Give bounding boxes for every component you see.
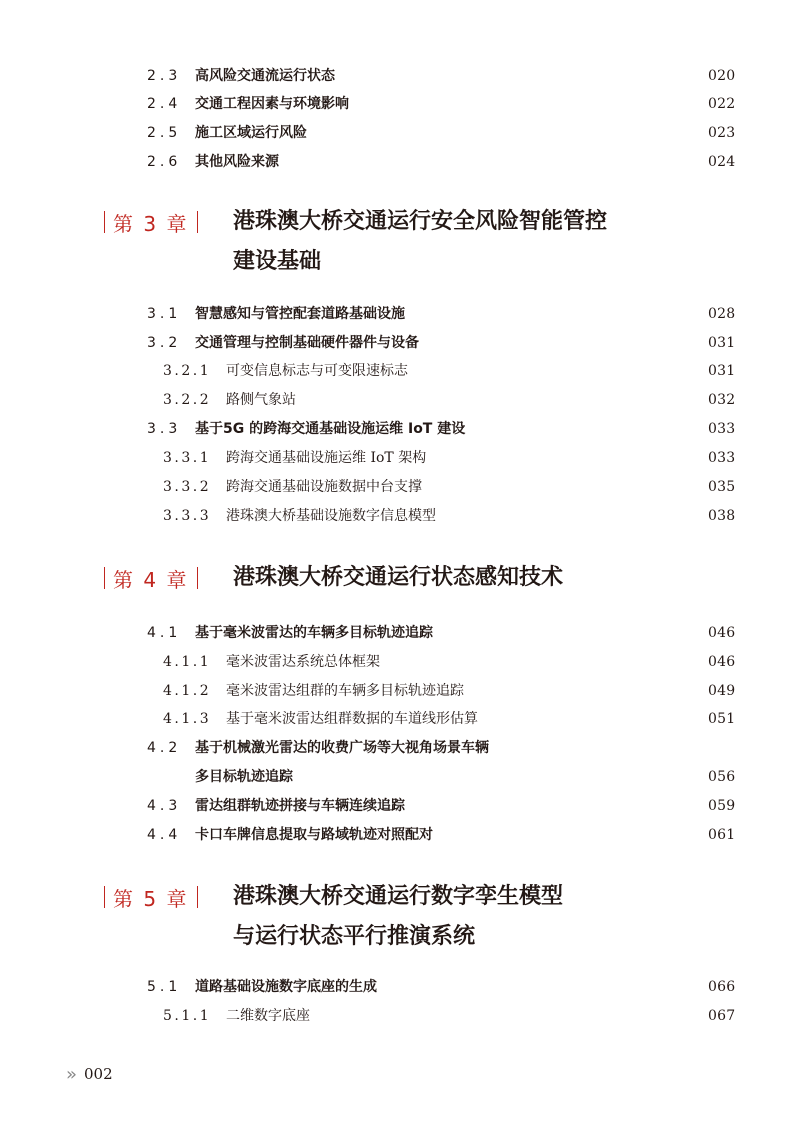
page-number: 002 (84, 1065, 113, 1083)
chapter-title-line: 建设基础 (233, 248, 322, 274)
dot-leader (381, 975, 705, 999)
chapter-bar-right (197, 211, 198, 233)
chapter-title-line: 与运行状态平行推演系统 (233, 923, 476, 949)
toc-entry-title: 高风险交通流运行状态 (195, 68, 335, 84)
toc-entry-title: 二维数字底座 (226, 1008, 310, 1024)
dot-leader (482, 707, 705, 731)
chevron-right-icon: » (66, 1063, 75, 1085)
dot-leader (311, 121, 705, 145)
toc-entry[interactable] (0, 1004, 790, 1028)
toc-entry[interactable] (0, 92, 790, 116)
dot-leader (468, 679, 705, 703)
toc-entry-number: 4.2 (147, 740, 182, 756)
toc-entry-page: 059 (708, 798, 736, 814)
toc-entry-page: 066 (708, 979, 736, 995)
toc-entry[interactable] (0, 621, 790, 645)
dot-leader (409, 794, 705, 818)
chapter-label (104, 563, 198, 593)
toc-entry-page: 046 (708, 654, 736, 670)
toc-entry-title: 施工区域运行风险 (195, 125, 307, 141)
toc-entry-number: 2.3 (147, 68, 182, 84)
dot-leader (300, 388, 705, 412)
toc-entry-title: 基于毫米波雷达的车辆多目标轨迹追踪 (195, 625, 433, 641)
chapter-title-line: 港珠澳大桥交通运行状态感知技术 (233, 564, 564, 590)
dot-leader (412, 359, 705, 383)
dot-leader (384, 650, 705, 674)
toc-entry-page: 035 (708, 479, 736, 495)
toc-entry-number: 5.1 (147, 979, 182, 995)
toc-entry-title: 道路基础设施数字底座的生成 (195, 979, 377, 995)
chapter-number: 第 5 章 (113, 886, 189, 911)
toc-entry-number: 3.3.3 (163, 508, 212, 524)
toc-entry-title: 路侧气象站 (226, 392, 296, 408)
toc-entry-page: 023 (708, 125, 736, 141)
toc-entry-page: 024 (708, 154, 736, 170)
toc-entry-page: 056 (708, 769, 736, 785)
toc-entry-number: 3.2.1 (163, 363, 212, 379)
toc-entry-page: 046 (708, 625, 736, 641)
toc-entry[interactable] (0, 417, 790, 441)
toc-entry[interactable] (0, 388, 790, 412)
toc-entry[interactable] (0, 823, 790, 847)
dot-leader (423, 331, 705, 355)
dot-leader (437, 621, 705, 645)
toc-entry-number: 5.1.1 (163, 1008, 212, 1024)
toc-entry-title: 毫米波雷达组群的车辆多目标轨迹追踪 (226, 683, 464, 699)
toc-entry[interactable] (0, 64, 790, 88)
dot-leader (430, 446, 705, 470)
toc-entry[interactable] (0, 331, 790, 355)
dot-leader (314, 1004, 705, 1028)
toc-entry-title: 基于机械激光雷达的收费广场等大视角场景车辆 (195, 740, 489, 756)
toc-entry-page: 031 (708, 363, 736, 379)
chapter-number: 第 4 章 (113, 567, 189, 592)
dot-leader (353, 92, 705, 116)
toc-entry[interactable] (0, 679, 790, 703)
toc-entry-title: 跨海交通基础设施运维 IoT 架构 (226, 450, 427, 466)
toc-entry-title: 多目标轨迹追踪 (195, 769, 293, 785)
toc-entry-number: 2.5 (147, 125, 182, 141)
toc-entry-title: 跨海交通基础设施数据中台支撑 (226, 479, 422, 495)
toc-entry-title: 其他风险来源 (195, 154, 279, 170)
chapter-title (233, 876, 563, 956)
toc-entry[interactable] (0, 446, 790, 470)
toc-entry-number: 2.6 (147, 154, 182, 170)
toc-entry-title: 港珠澳大桥基础设施数字信息模型 (226, 508, 436, 524)
toc-entry-page: 033 (708, 421, 736, 437)
toc-entry-title: 雷达组群轨迹拼接与车辆连续追踪 (195, 798, 405, 814)
toc-entry-number: 3.2.2 (163, 392, 212, 408)
toc-entry[interactable] (0, 475, 790, 499)
toc-entry-number: 3.3.2 (163, 479, 212, 495)
dot-leader (409, 302, 705, 326)
toc-entry-number: 4.1.1 (163, 654, 212, 670)
chapter-bar-right (197, 567, 198, 589)
chapter-label (104, 207, 198, 237)
toc-entry-title: 可变信息标志与可变限速标志 (226, 363, 408, 379)
dot-leader (469, 417, 705, 441)
toc-entry[interactable] (0, 650, 790, 674)
toc-entry-title: 基于毫米波雷达组群数据的车道线形估算 (226, 711, 478, 727)
toc-entry-number: 4.3 (147, 798, 182, 814)
toc-entry-page: 032 (708, 392, 736, 408)
toc-entry-page: 061 (708, 827, 736, 843)
toc-entry-title: 交通工程因素与环境影响 (195, 96, 349, 112)
chapter-title-line: 港珠澳大桥交通运行安全风险智能管控 (233, 208, 608, 234)
toc-entry-number: 2.4 (147, 96, 182, 112)
toc-entry-page: 022 (708, 96, 736, 112)
chapter-title-line: 港珠澳大桥交通运行数字孪生模型 (233, 883, 564, 909)
chapter-title (233, 201, 607, 281)
toc-entry-title: 卡口车牌信息提取与路域轨迹对照配对 (195, 827, 433, 843)
dot-leader (283, 150, 705, 174)
toc-entry-page: 020 (708, 68, 736, 84)
toc-entry-number: 3.1 (147, 306, 182, 322)
toc-entry-number: 3.3 (147, 421, 182, 437)
toc-entry[interactable] (0, 794, 790, 818)
toc-entry[interactable] (0, 707, 790, 731)
toc-entry-number: 3.2 (147, 335, 182, 351)
toc-entry-page: 028 (708, 306, 736, 322)
toc-entry-page: 051 (708, 711, 736, 727)
dot-leader (426, 475, 705, 499)
toc-entry-page: 033 (708, 450, 736, 466)
toc-entry-title: 交通管理与控制基础硬件器件与设备 (195, 335, 419, 351)
toc-entry[interactable] (0, 975, 790, 999)
dot-leader (440, 504, 705, 528)
toc-entry-page: 049 (708, 683, 736, 699)
toc-entry-number: 3.3.1 (163, 450, 212, 466)
toc-entry-page: 067 (708, 1008, 736, 1024)
dot-leader (437, 823, 705, 847)
toc-entry-page: 038 (708, 508, 736, 524)
toc-entry[interactable] (0, 150, 790, 174)
toc-entry[interactable] (0, 302, 790, 326)
chapter-number: 第 3 章 (113, 211, 189, 236)
chapter-bar-right (197, 886, 198, 908)
toc-entry-number: 4.1 (147, 625, 182, 641)
toc-entry[interactable] (0, 504, 790, 528)
dot-leader (339, 64, 705, 88)
toc-entry-number: 4.1.3 (163, 711, 212, 727)
chapter-label (104, 882, 198, 912)
toc-entry-title: 智慧感知与管控配套道路基础设施 (195, 306, 405, 322)
toc-entry[interactable] (0, 736, 790, 760)
toc-entry-title: 毫米波雷达系统总体框架 (226, 654, 380, 670)
page-footer (66, 1062, 113, 1086)
chapter-title (233, 557, 563, 597)
toc-entry[interactable] (0, 359, 790, 383)
toc-entry-number: 4.1.2 (163, 683, 212, 699)
toc-entry-title: 基于5G 的跨海交通基础设施运维 IoT 建设 (195, 421, 466, 437)
toc-entry-page: 031 (708, 335, 736, 351)
toc-entry[interactable] (0, 121, 790, 145)
toc-entry-number: 4.4 (147, 827, 182, 843)
toc-entry[interactable] (0, 765, 790, 789)
dot-leader (297, 765, 705, 789)
